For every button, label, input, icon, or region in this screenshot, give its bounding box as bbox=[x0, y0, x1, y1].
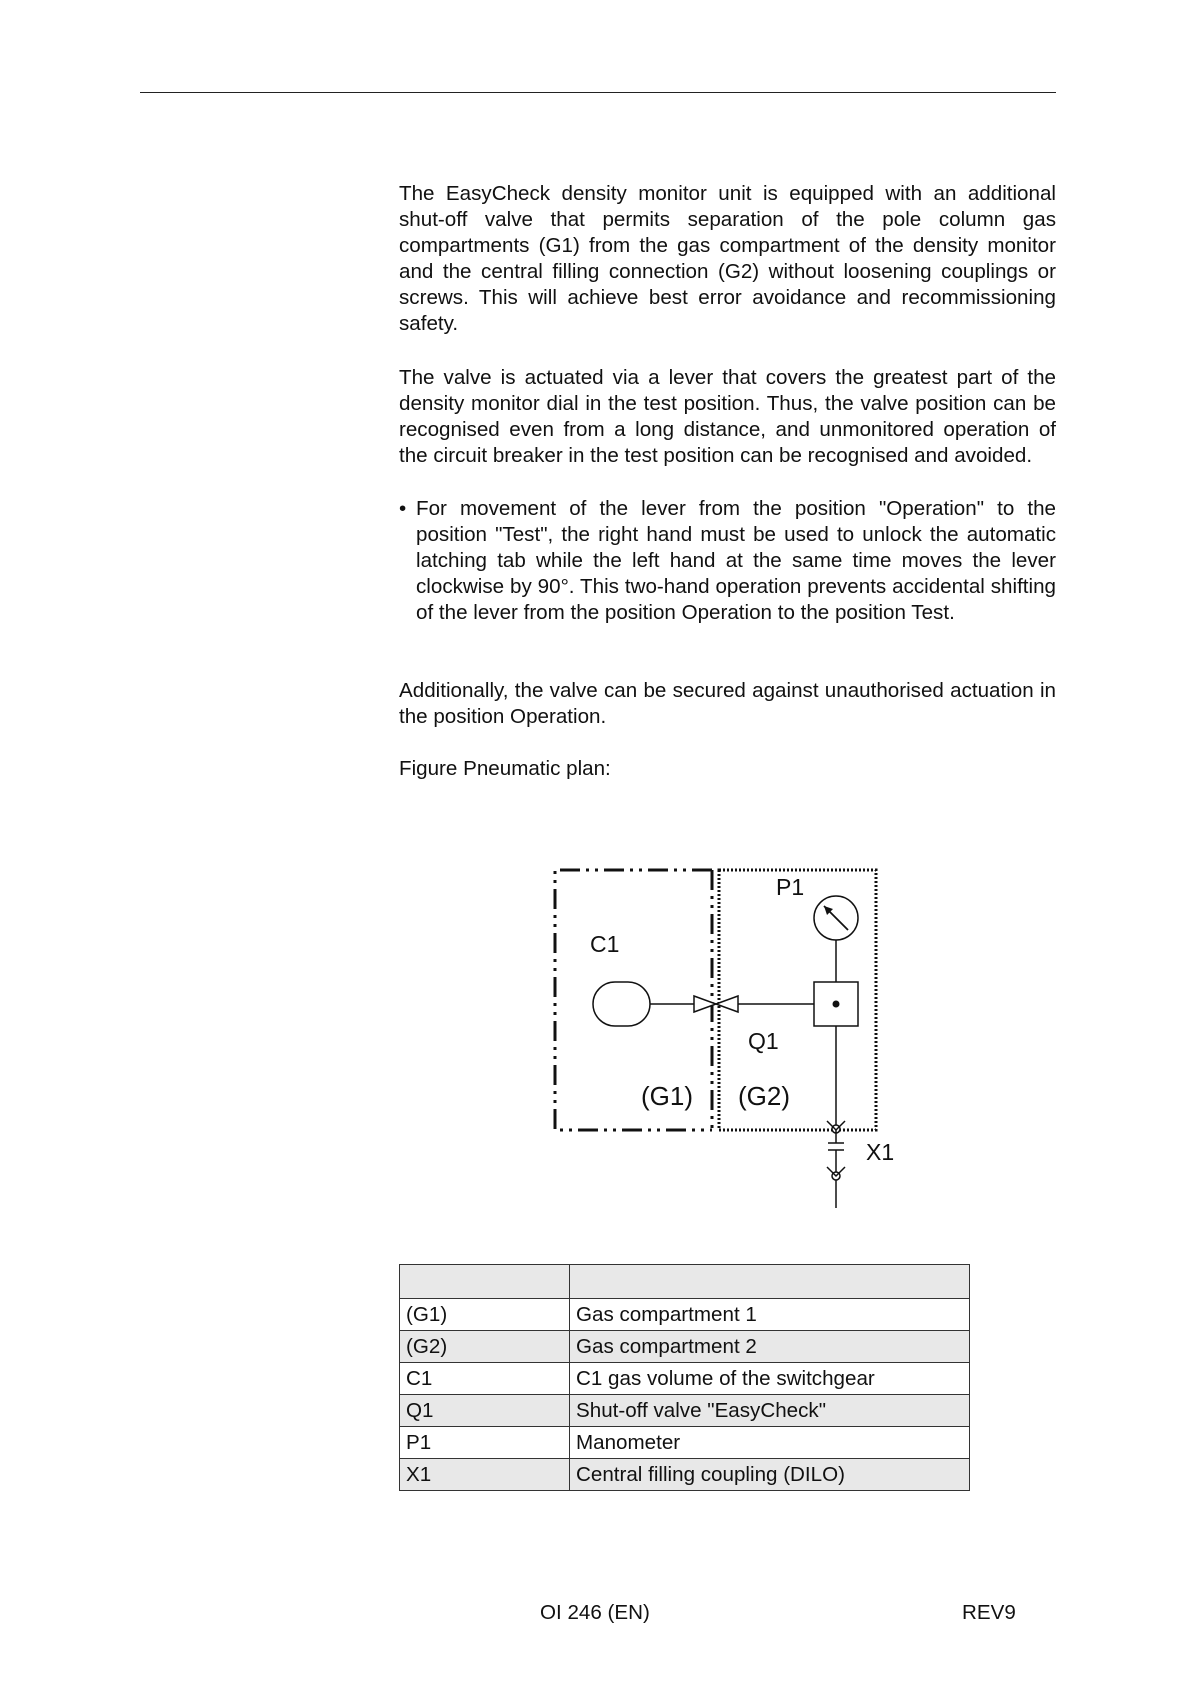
bullet-item bbox=[399, 496, 1056, 626]
figure-caption bbox=[399, 756, 1056, 782]
figure-caption-text: Figure Pneumatic plan: bbox=[399, 757, 611, 780]
legend-description: C1 gas volume of the switchgear bbox=[570, 1363, 970, 1395]
q1-valve-symbol bbox=[694, 996, 738, 1012]
legend-code: X1 bbox=[400, 1459, 570, 1491]
paragraph-actuation bbox=[399, 365, 1056, 469]
legend-header-row bbox=[400, 1265, 970, 1299]
legend-description: Central filling coupling (DILO) bbox=[570, 1459, 970, 1491]
legend-description: Shut-off valve "EasyCheck" bbox=[570, 1395, 970, 1427]
legend-code: (G1) bbox=[400, 1299, 570, 1331]
legend-header-code bbox=[400, 1265, 570, 1299]
bullet-text: For movement of the lever from the position "Operation" to the position "Test", the right hand must be used to unlock the automatic latching tab while the left hand at the same time moves the lever clockwise by 90°. This two-hand operation prevents accidental shifting of the lever from the position Operation to the position Test. bbox=[416, 497, 1056, 625]
legend-code: P1 bbox=[400, 1427, 570, 1459]
footer-revision: REV9 bbox=[962, 1601, 1016, 1624]
legend-header-description bbox=[570, 1265, 970, 1299]
header-rule bbox=[140, 92, 1056, 93]
legend-row bbox=[400, 1331, 970, 1363]
paragraph-actuation-text: The valve is actuated via a lever that covers the greatest part of the density monitor dial in the test position. Thus, the valve position can be recognised even from a long distance, and unmonitored operation of the circuit breaker in the test position can be recognised and avoided. bbox=[399, 366, 1056, 468]
pneumatic-plan-diagram bbox=[540, 860, 900, 1216]
c1-label: C1 bbox=[590, 931, 620, 957]
legend-row bbox=[400, 1395, 970, 1427]
bullet-marker: • bbox=[399, 497, 407, 520]
legend-row bbox=[400, 1299, 970, 1331]
paragraph-intro-text: The EasyCheck density monitor unit is equipped with an additional shut-off valve that permits separation of the pole column gas compartments (G1) from the gas compartment of the density monitor and the central filling connection (G2) without loosening couplings or screws. This will achieve best error avoidance and recommissioning safety. bbox=[399, 182, 1056, 336]
g2-label: (G2) bbox=[738, 1081, 790, 1111]
legend-code: Q1 bbox=[400, 1395, 570, 1427]
x1-coupling-symbol bbox=[827, 1121, 845, 1208]
legend-code: (G2) bbox=[400, 1331, 570, 1363]
paragraph-security-text: Additionally, the valve can be secured against unauthorised actuation in the position Operation. bbox=[399, 679, 1056, 729]
q1-label: Q1 bbox=[748, 1028, 779, 1054]
legend-description: Manometer bbox=[570, 1427, 970, 1459]
footer-document-id: OI 246 (EN) bbox=[540, 1601, 650, 1624]
x1-label: X1 bbox=[866, 1139, 895, 1165]
c1-gas-volume-symbol bbox=[593, 982, 650, 1026]
legend-description: Gas compartment 2 bbox=[570, 1331, 970, 1363]
legend-row bbox=[400, 1459, 970, 1491]
legend-table bbox=[399, 1264, 970, 1491]
paragraph-intro bbox=[399, 181, 1056, 338]
g1-label: (G1) bbox=[641, 1081, 693, 1111]
legend-code: C1 bbox=[400, 1363, 570, 1395]
paragraph-security bbox=[399, 678, 1056, 730]
legend-description: Gas compartment 1 bbox=[570, 1299, 970, 1331]
legend-row bbox=[400, 1427, 970, 1459]
junction-dot bbox=[833, 1001, 840, 1008]
legend-row bbox=[400, 1363, 970, 1395]
p1-label: P1 bbox=[776, 874, 805, 900]
